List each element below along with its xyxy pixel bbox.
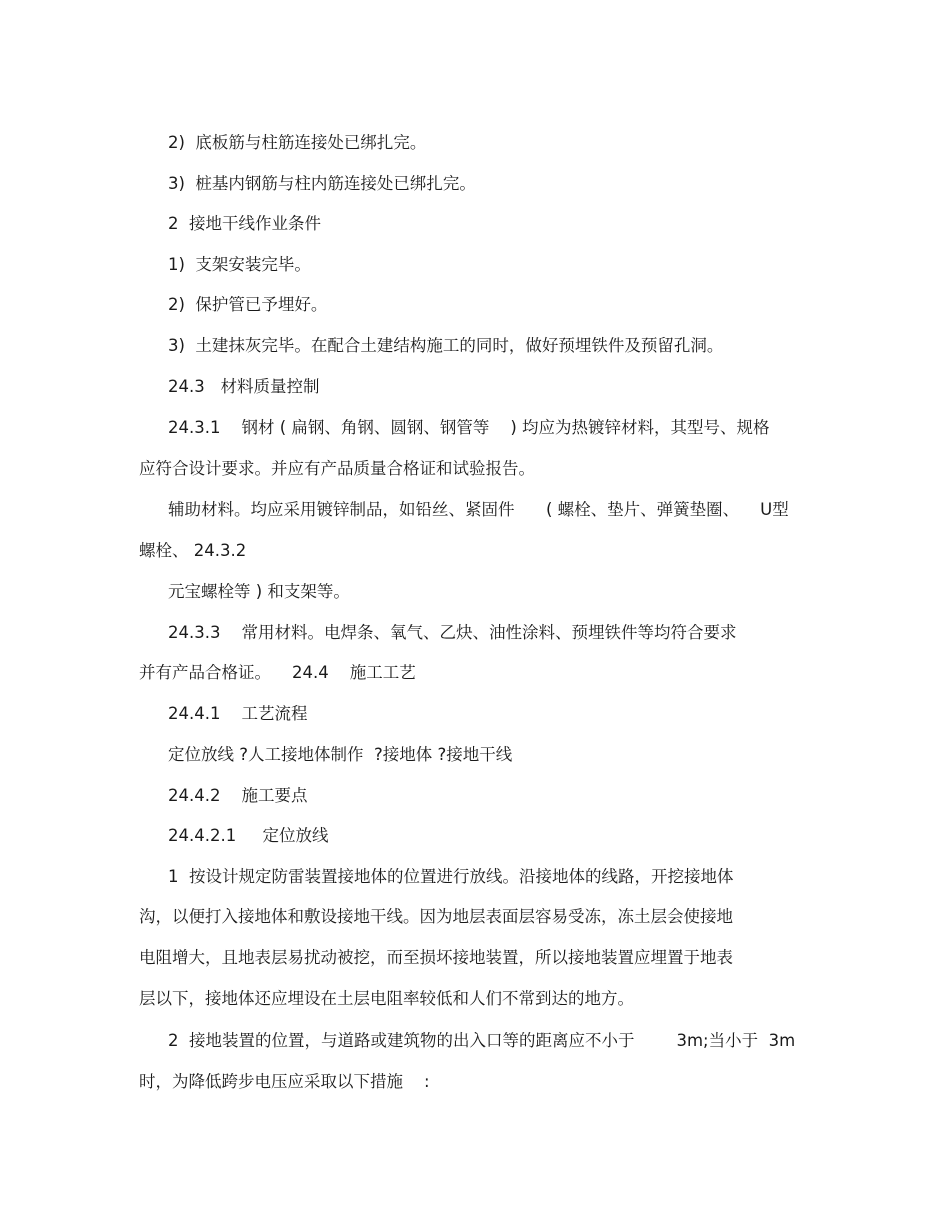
text-line: 2) 保护管已予埋好。 bbox=[168, 295, 328, 314]
text-line: 层以下，接地体还应埋设在土层电阻率较低和人们不常到达的地方。 bbox=[139, 989, 634, 1008]
process-flow-text: 定位放线 ?人工接地体制作 ?接地体 ?接地干线 bbox=[168, 745, 513, 764]
text-line: 电阻增大，且地表层易扰动被挖，而至损坏接地装置，所以接地装置应埋置于地表 bbox=[139, 948, 733, 967]
text-line: 1 按设计规定防雷装置接地体的位置进行放线。沿接地体的线路，开挖接地体 bbox=[168, 867, 734, 886]
subsection-heading: 24.4.2 施工要点 bbox=[168, 786, 308, 805]
text-line: 24.3.3 常用材料。电焊条、氧气、乙炔、油性涂料、预埋铁件等均符合要求 bbox=[168, 623, 737, 642]
text-line: 3) 桩基内钢筋与柱内筋连接处已绑扎完。 bbox=[168, 174, 476, 193]
text-line: 应符合设计要求。并应有产品质量合格证和试验报告。 bbox=[139, 459, 535, 478]
text-line: 并有产品合格证。 24.4 施工工艺 bbox=[139, 663, 416, 682]
text-line: 螺栓、 24.3.2 bbox=[139, 541, 247, 560]
text-line: 时，为降低跨步电压应采取以下措施 : bbox=[139, 1072, 430, 1091]
text-line: 辅助材料。均应采用镀锌制品，如铅丝、紧固件 ( 螺栓、垫片、弹簧垫圈、 U型 bbox=[168, 500, 789, 519]
subsection-heading: 24.4.1 工艺流程 bbox=[168, 704, 308, 723]
text-line: 2 接地装置的位置，与道路或建筑物的出入口等的距离应不小于 3m;当小于 3m bbox=[168, 1031, 796, 1050]
text-line: 24.3.1 钢材 ( 扁钢、角钢、圆钢、钢管等 ) 均应为热镀锌材料，其型号、规格 bbox=[168, 418, 770, 437]
text-line: 1) 支架安装完毕。 bbox=[168, 255, 311, 274]
text-line: 2 接地干线作业条件 bbox=[168, 214, 321, 233]
text-line: 3) 土建抹灰完毕。在配合土建结构施工的同时，做好预埋铁件及预留孔洞。 bbox=[168, 336, 724, 355]
section-heading: 24.3 材料质量控制 bbox=[168, 377, 320, 396]
text-line: 沟，以便打入接地体和敷设接地干线。因为地层表面层容易受冻，冻土层会使接地 bbox=[139, 907, 733, 926]
text-line: 2) 底板筋与柱筋连接处已绑扎完。 bbox=[168, 133, 427, 152]
subsection-heading: 24.4.2.1 定位放线 bbox=[168, 826, 329, 845]
text-line: 元宝螺栓等 ) 和支架等。 bbox=[168, 582, 350, 601]
